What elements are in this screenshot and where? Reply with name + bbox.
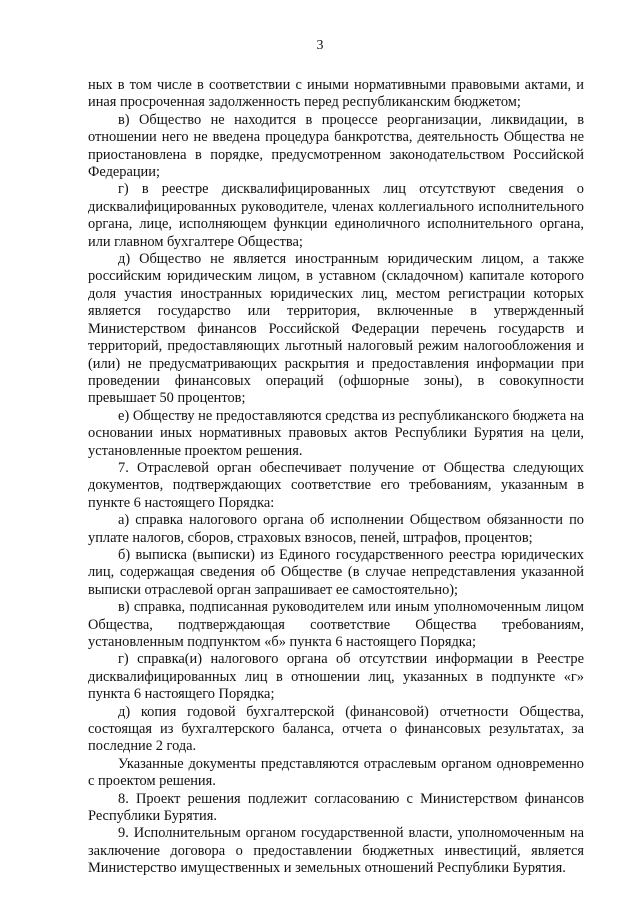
paragraph-documents-note: Указанные документы представляются отраслевым органом одновременно с проектом решения.	[88, 755, 584, 790]
paragraph-clause-7-v: в) справка, подписанная руководителем или иным уполномоченным лицом Общества, подтверждающая соответствие Общества требованиям, установленным подпунктом «б» пункта 6 настоящего Порядка;	[88, 599, 584, 650]
paragraph-clause-7: 7. Отраслевой орган обеспечивает получение от Общества следующих документов, подтверждающих соответствие его требованиям, указанным в пункте 6 настоящего Порядка:	[88, 459, 584, 511]
paragraph-clause-7-g: г) справка(и) налогового органа об отсутствии информации в Реестре дисквалифицированных лиц в отношении лиц, указанных в подпункте «г» пункта 6 настоящего Порядка;	[88, 651, 584, 703]
paragraph-item-g: г) в реестре дисквалифицированных лиц отсутствуют сведения о дисквалифицированных руководителе, членах коллегиального исполнительного органа, лице, исполняющем функции единоличного исполнительного органа, или главном бухгалтере Общества;	[88, 181, 584, 250]
document-body	[88, 77, 584, 878]
paragraph-clause-8: 8. Проект решения подлежит согласованию с Министерством финансов Республики Бурятия.	[88, 790, 584, 825]
paragraph-continuation: ных в том числе в соответствии с иными нормативными правовыми актами, и иная просроченная задолженность перед республиканским бюджетом;	[88, 77, 584, 111]
paragraph-clause-7-b: б) выписка (выписки) из Единого государственного реестра юридических лиц, содержащая сведения об Обществе (в случае непредставления указанной выписки отраслевой орган запрашивает ее самостоятельно);	[88, 546, 584, 598]
page-number: 3	[316, 38, 324, 53]
paragraph-clause-9: 9. Исполнительным органом государственной власти, уполномоченным на заключение договора о предоставлении бюджетных инвестиций, является Министерство имущественных и земельных отношений Республики Бурятия.	[88, 825, 584, 877]
paragraph-item-v: в) Общество не находится в процессе реорганизации, ликвидации, в отношении него не введена процедура банкротства, деятельность Общества не приостановлена в порядке, предусмотренном законодательством Российской Федерации;	[88, 111, 584, 181]
paragraph-item-e: е) Обществу не предоставляются средства из республиканского бюджета на основании иных нормативных правовых актов Республики Бурятия на цели, установленные проектом решения.	[88, 407, 584, 459]
paragraph-clause-7-a: а) справка налогового органа об исполнении Обществом обязанности по уплате налогов, сборов, страховых взносов, пеней, штрафов, процентов;	[88, 512, 584, 546]
paragraph-item-d: д) Общество не является иностранным юридическим лицом, а также российским юридическим лицом, в уставном (складочном) капитале которого доля участия иностранных юридических лиц, местом регистрации которых является государство или территория, включенные в утвержденный Министерством финансов Российской Федерации перечень государств и территорий, предоставляющих льготный налоговый режим налогообложения и (или) не предусматривающих раскрытия и предоставления информации при проведении финансовых операций (офшорные зоны), в совокупности превышает 50 процентов;	[88, 251, 584, 407]
paragraph-clause-7-d: д) копия годовой бухгалтерской (финансовой) отчетности Общества, состоящая из бухгалтерского баланса, отчета о финансовых результатах, за последние 2 года.	[88, 703, 584, 755]
